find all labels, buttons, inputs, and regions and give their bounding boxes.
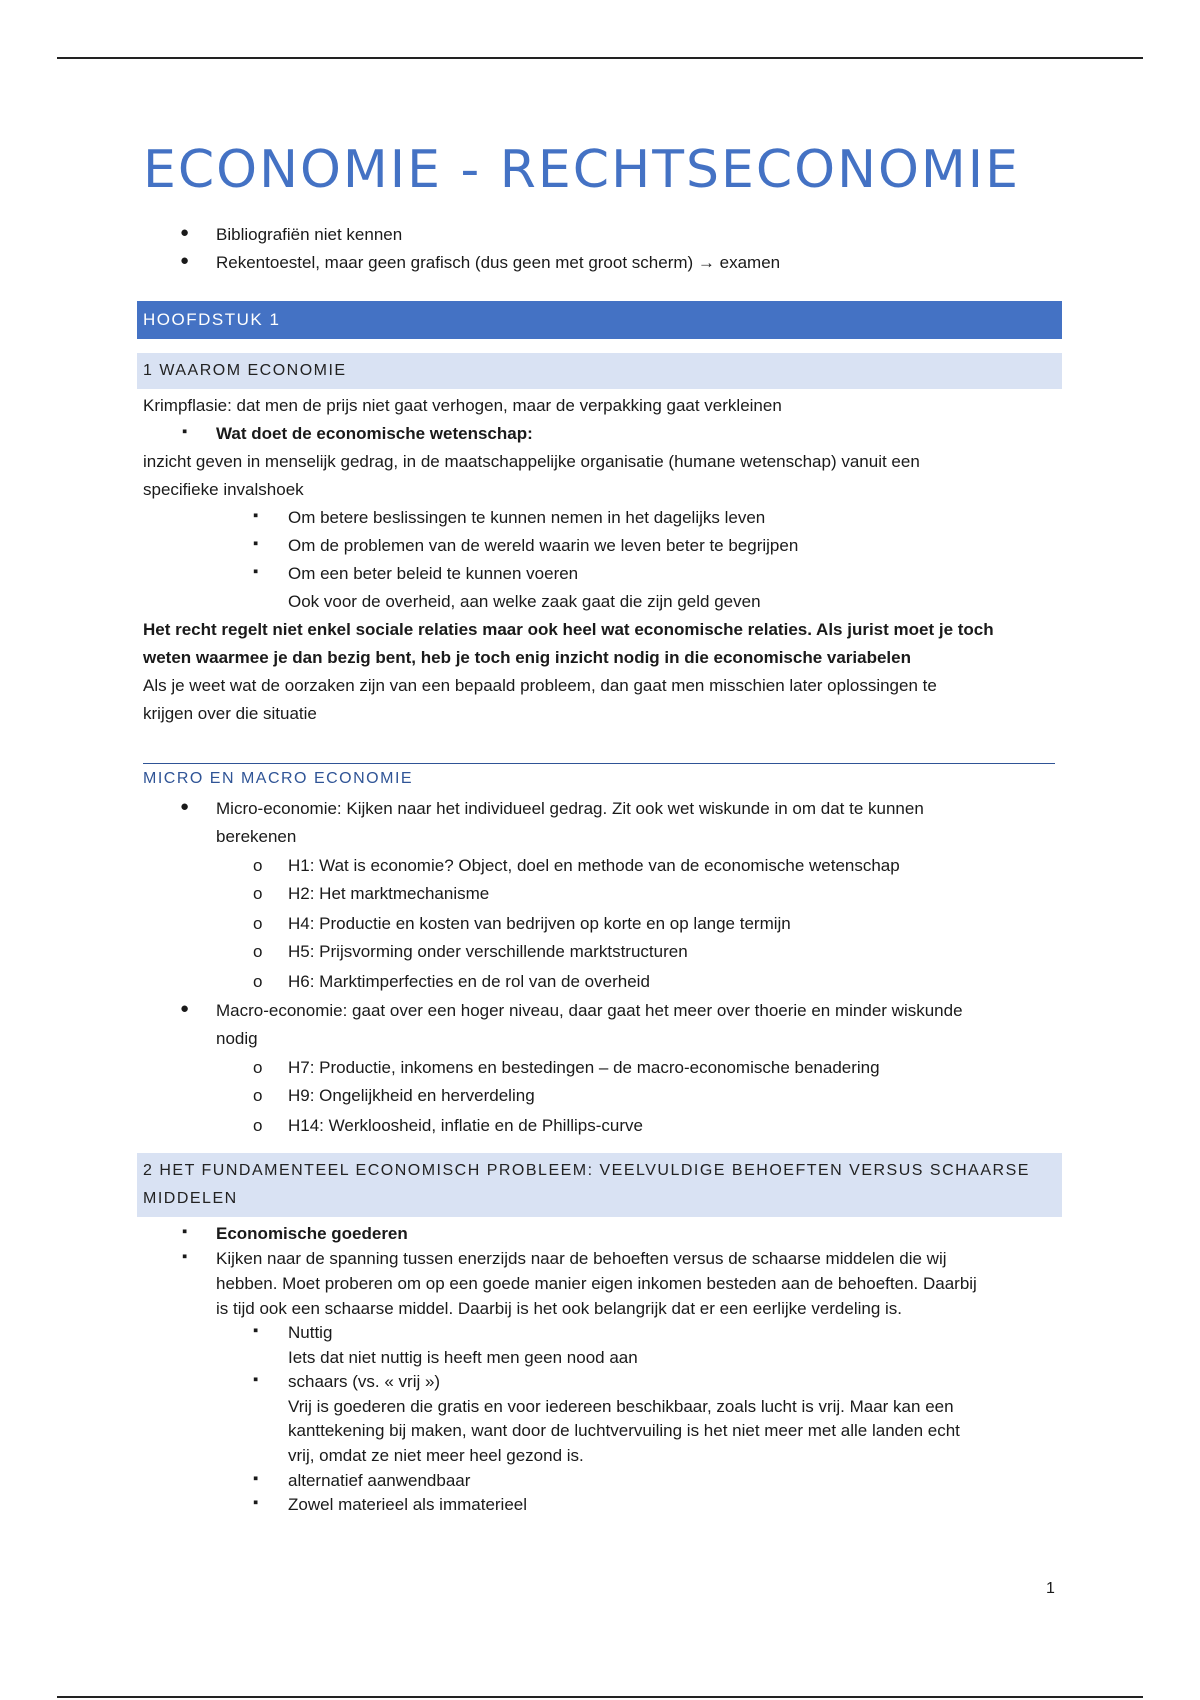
micro-item: H1: Wat is economie? Object, doel en methode van de economische wetenschap (288, 856, 900, 875)
micro-macro-heading: MICRO EN MACRO ECONOMIE (143, 770, 414, 787)
paragraph: krijgen over die situatie (143, 704, 317, 723)
micro-bullet: Micro-economie: Kijken naar het individueel gedrag. Zit ook wet wiskunde in om dat te kunnen (216, 799, 924, 818)
circle-bullet: o (253, 942, 263, 961)
section2-bullet-1: Economische goederen (216, 1224, 408, 1243)
bold-paragraph: Het recht regelt niet enkel sociale relaties maar ook heel wat economische relaties. Als jurist moet je toch (143, 620, 994, 639)
sub-item-text: vrij, omdat ze niet meer heel gezond is. (288, 1446, 584, 1465)
page-title: ECONOMIE - RECHTSECONOMIE (143, 140, 1020, 200)
intro-bullet-1: Bibliografiën niet kennen (216, 225, 403, 244)
micro-item: H5: Prijsvorming onder verschillende marktstructuren (288, 942, 688, 961)
macro-bullet: Macro-economie: gaat over een hoger niveau, daar gaat het meer over thoerie en minder wiskunde (216, 1001, 963, 1020)
sub-bullet-2: Om de problemen van de wereld waarin we leven beter te begrijpen (288, 536, 799, 555)
sub-item-alternatief: alternatief aanwendbaar (288, 1471, 471, 1490)
macro-item: H14: Werkloosheid, inflatie en de Phillips-curve (288, 1116, 643, 1135)
paragraph: Als je weet wat de oorzaken zijn van een bepaald probleem, dan gaat men misschien later oplossingen te (143, 676, 937, 695)
bullet-square: ▪ (182, 423, 188, 440)
bullet-dot: ● (180, 1000, 190, 1017)
bullet-dot: ● (180, 224, 190, 241)
circle-bullet: o (253, 1058, 263, 1077)
paragraph: specifieke invalshoek (143, 480, 304, 499)
section1-heading: 1 WAAROM ECONOMIE (137, 353, 1062, 389)
circle-bullet: o (253, 972, 263, 991)
top-rule (57, 57, 1143, 59)
bullet-dot: ● (180, 798, 190, 815)
sub-item-materieel: Zowel materieel als immaterieel (288, 1495, 528, 1514)
micro-item: H6: Marktimperfecties en de rol van de overheid (288, 972, 650, 991)
paragraph: inzicht geven in menselijk gedrag, in de maatschappelijke organisatie (humane wetenschap) vanuit een (143, 452, 920, 471)
sub-item-text: kanttekening bij maken, want door de luchtvervuiling is het niet meer met alle landen echt (288, 1421, 960, 1440)
circle-bullet: o (253, 1116, 263, 1135)
page-number: 1 (1046, 1580, 1055, 1597)
micro-bullet-cont: berekenen (216, 827, 297, 846)
bullet-square: ▪ (253, 1371, 259, 1388)
sub-item-nuttig: Nuttig (288, 1323, 333, 1342)
bullet-dot: ● (180, 252, 190, 269)
bullet-square: ▪ (253, 535, 259, 552)
bullet-square: ▪ (253, 1322, 259, 1339)
sub-bullet-3: Om een beter beleid te kunnen voeren (288, 564, 579, 583)
sub-item-text: Vrij is goederen die gratis en voor iedereen beschikbaar, zoals lucht is vrij. Maar kan een (288, 1397, 954, 1416)
circle-bullet: o (253, 884, 263, 903)
bullet-square: ▪ (253, 1470, 259, 1487)
circle-bullet: o (253, 914, 263, 933)
macro-bullet-cont: nodig (216, 1029, 258, 1048)
macro-item: H7: Productie, inkomens en bestedingen – de macro-economische benadering (288, 1058, 880, 1077)
bullet-square: ▪ (182, 1248, 188, 1265)
macro-item: H9: Ongelijkheid en herverdeling (288, 1086, 535, 1105)
sub-item-schaars: schaars (vs. « vrij ») (288, 1372, 441, 1391)
bottom-rule (57, 1696, 1143, 1698)
bullet-square: ▪ (253, 507, 259, 524)
circle-bullet: o (253, 856, 263, 875)
chapter-heading: HOOFDSTUK 1 (137, 301, 1062, 339)
section2-heading (137, 1153, 1062, 1217)
bullet-square: ▪ (253, 1494, 259, 1511)
micro-item: H4: Productie en kosten van bedrijven op korte en op lange termijn (288, 914, 791, 933)
paragraph: Krimpflasie: dat men de prijs niet gaat verhogen, maar de verpakking gaat verkleinen (143, 396, 782, 415)
bullet-square: ▪ (182, 1223, 188, 1240)
sub-bullet-continuation: Ook voor de overheid, aan welke zaak gaat die zijn geld geven (288, 592, 761, 611)
sub-bullet-1: Om betere beslissingen te kunnen nemen in het dagelijks leven (288, 508, 766, 527)
micro-item: H2: Het marktmechanisme (288, 884, 490, 903)
circle-bullet: o (253, 1086, 263, 1105)
section2-bullet-2-cont: is tijd ook een schaarse middel. Daarbij is het ook belangrijk dat er een eerlijke verdeling is. (216, 1299, 903, 1318)
subsection-rule (143, 763, 1055, 764)
section2-heading-line1: 2 HET FUNDAMENTEEL ECONOMISCH PROBLEEM: VEELVULDIGE BEHOEFTEN VERSUS SCHAARSE (143, 1162, 1030, 1179)
section2-heading-line2: MIDDELEN (143, 1190, 238, 1207)
section2-bullet-2: Kijken naar de spanning tussen enerzijds naar de behoeften versus de schaarse middelen die wij (216, 1249, 947, 1268)
bold-paragraph: weten waarmee je dan bezig bent, heb je toch enig inzicht nodig in die economische variabelen (143, 648, 911, 667)
intro-bullet-2: Rekentoestel, maar geen grafisch (dus geen met groot scherm) → examen (216, 253, 781, 272)
bullet-square: ▪ (253, 563, 259, 580)
bold-bullet: Wat doet de economische wetenschap: (216, 424, 533, 443)
sub-item-text: Iets dat niet nuttig is heeft men geen nood aan (288, 1348, 638, 1367)
section2-bullet-2-cont: hebben. Moet proberen om op een goede manier eigen inkomen besteden aan de behoeften. Daarbij (216, 1274, 977, 1293)
